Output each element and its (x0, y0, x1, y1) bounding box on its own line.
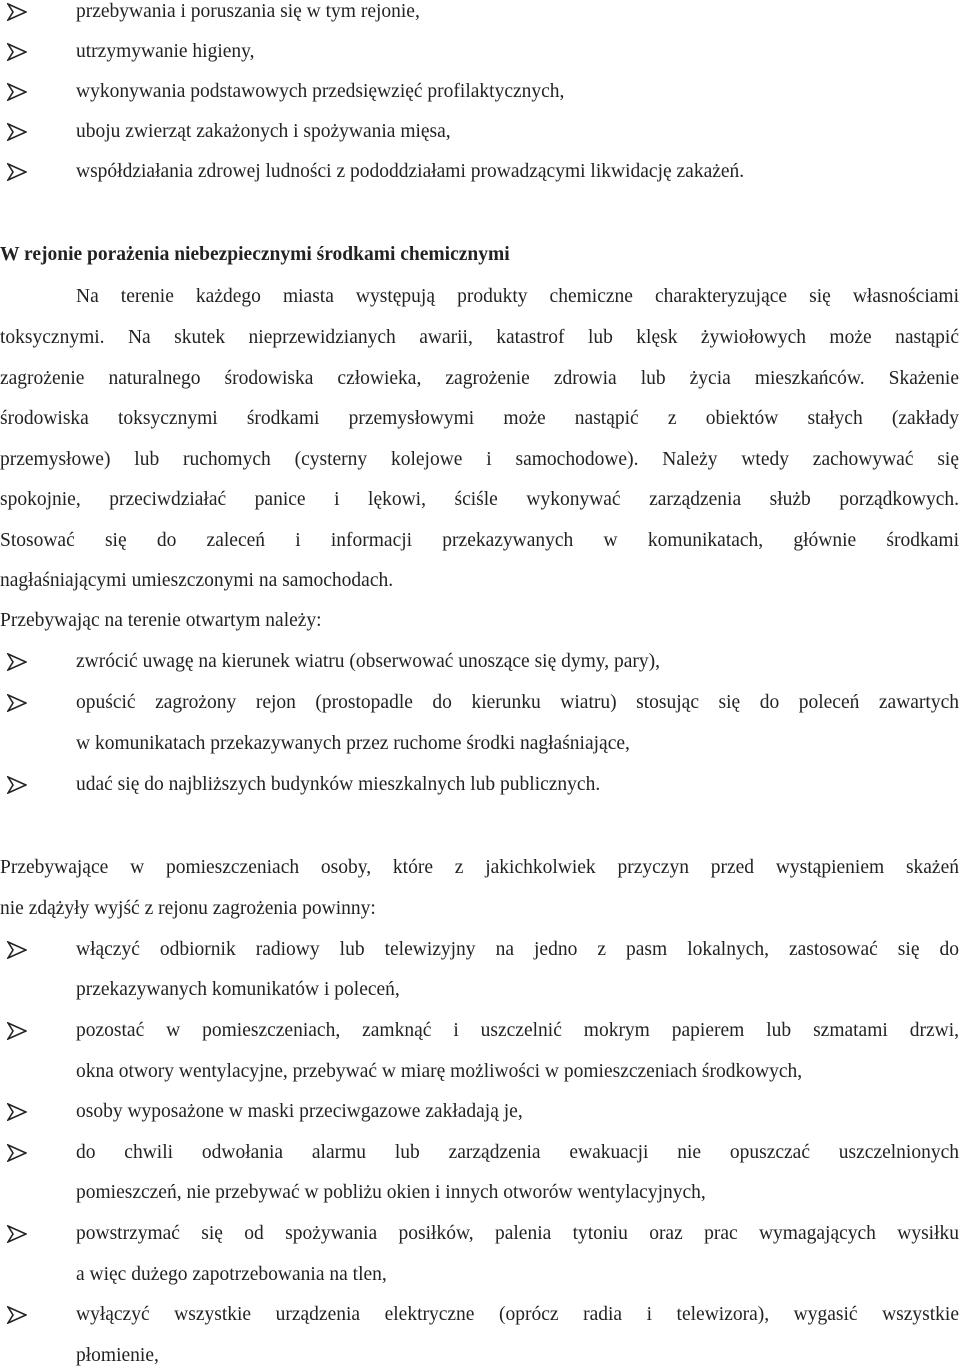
arrowhead-bullet-icon (7, 938, 33, 962)
arrowhead-bullet-icon (7, 1141, 33, 1165)
arrowhead-bullet-icon (7, 1019, 33, 1043)
arrowhead-bullet-icon (7, 40, 33, 64)
arrowhead-bullet-icon (7, 120, 33, 144)
list-item-continuation: a więc dużego zapotrzebowania na tlen, (76, 1264, 387, 1285)
arrowhead-bullet-icon (7, 650, 33, 674)
paragraph-line: zagrożenie naturalnego środowiska człowieka, zagrożenie zdrowia lub życia mieszkańców. Skażenie (0, 368, 959, 389)
paragraph-line: Przebywające w pomieszczeniach osoby, które z jakichkolwiek przyczyn przed wystąpieniem skażeń (0, 857, 959, 878)
list-item-continuation: pomieszczeń, nie przebywać w pobliżu okien i innych otworów wentylacyjnych, (76, 1182, 706, 1203)
arrowhead-bullet-icon (7, 1303, 33, 1327)
paragraph-line: Stosować się do zaleceń i informacji przekazywanych w komunikatach, głównie środkami (0, 530, 959, 551)
list-item: włączyć odbiornik radiowy lub telewizyjny na jedno z pasm lokalnych, zastosować się do (76, 939, 959, 960)
list-item: przebywania i poruszania się w tym rejonie, (76, 1, 420, 22)
list-item: uboju zwierząt zakażonych i spożywania mięsa, (76, 121, 451, 142)
arrowhead-bullet-icon (7, 160, 33, 184)
paragraph-line: nie zdążyły wyjść z rejonu zagrożenia powinny: (0, 898, 376, 919)
paragraph-line: środowiska toksycznymi środkami przemysłowymi może nastąpić z obiektów stałych (zakłady (0, 408, 959, 429)
list-item-continuation: przekazywanych komunikatów i poleceń, (76, 979, 400, 1000)
list-item-continuation: okna otwory wentylacyjne, przebywać w miarę możliwości w pomieszczeniach środkowych, (76, 1061, 803, 1082)
list-item: opuścić zagrożony rejon (prostopadle do kierunku wiatru) stosując się do poleceń zawartych (76, 692, 959, 713)
paragraph-line: spokojnie, przeciwdziałać panice i lękowi, ściśle wykonywać zarządzenia służb porządkowych. (0, 489, 959, 510)
list-item-continuation: w komunikatach przekazywanych przez ruchome środki nagłaśniające, (76, 733, 630, 754)
paragraph-line: przemysłowe) lub ruchomych (cysterny kolejowe i samochodowe). Należy wtedy zachowywać się (0, 449, 959, 470)
open-terrain-intro: Przebywając na terenie otwartym należy: (0, 610, 322, 631)
list-item: do chwili odwołania alarmu lub zarządzenia ewakuacji nie opuszczać uszczelnionych (76, 1142, 959, 1163)
paragraph-line: Na terenie każdego miasta występują produkty chemiczne charakteryzujące się własnościami (76, 286, 959, 307)
arrowhead-bullet-icon (7, 0, 33, 24)
arrowhead-bullet-icon (7, 773, 33, 797)
arrowhead-bullet-icon (7, 691, 33, 715)
list-item: współdziałania zdrowej ludności z pododdziałami prowadzącymi likwidację zakażeń. (76, 161, 745, 182)
paragraph-line: toksycznymi. Na skutek nieprzewidzianych awarii, katastrof lub klęsk żywiołowych może nastąpić (0, 327, 959, 348)
list-item: pozostać w pomieszczeniach, zamknąć i uszczelnić mokrym papierem lub szmatami drzwi, (76, 1020, 959, 1041)
list-item-continuation: płomienie, (76, 1345, 159, 1366)
arrowhead-bullet-icon (7, 1100, 33, 1124)
list-item: wyłączyć wszystkie urządzenia elektryczne (oprócz radia i telewizora), wygasić wszystkie (76, 1304, 959, 1325)
arrowhead-bullet-icon (7, 80, 33, 104)
list-item: zwrócić uwagę na kierunek wiatru (obserwować unoszące się dymy, pary), (76, 651, 661, 672)
list-item: powstrzymać się od spożywania posiłków, palenia tytoniu oraz prac wymagających wysiłku (76, 1223, 959, 1244)
paragraph-line: nagłaśniającymi umieszczonymi na samochodach. (0, 570, 394, 591)
arrowhead-bullet-icon (7, 1222, 33, 1246)
list-item: osoby wyposażone w maski przeciwgazowe zakładają je, (76, 1101, 523, 1122)
section-heading: W rejonie porażenia niebezpiecznymi środkami chemicznymi (0, 244, 510, 265)
list-item: wykonywania podstawowych przedsięwzięć profilaktycznych, (76, 81, 565, 102)
list-item: utrzymywanie higieny, (76, 41, 255, 62)
list-item: udać się do najbliższych budynków mieszkalnych lub publicznych. (76, 774, 601, 795)
